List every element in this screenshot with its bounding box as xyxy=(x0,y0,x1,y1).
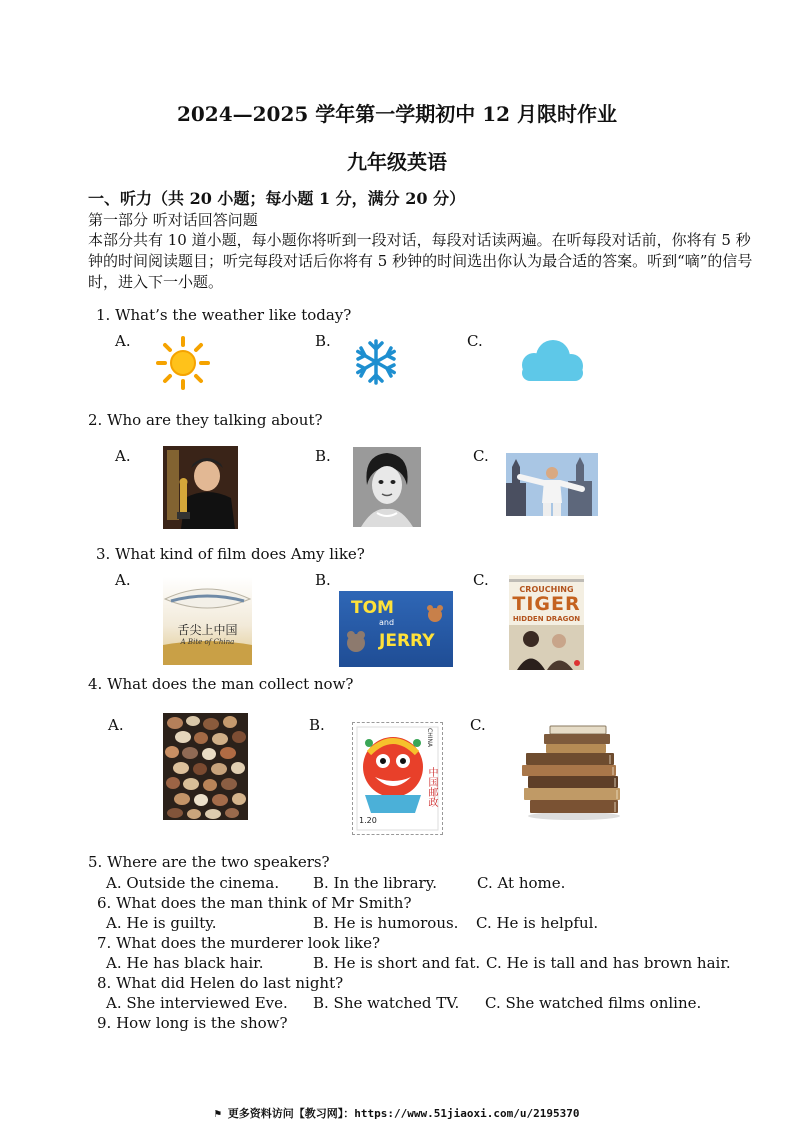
flag-icon: ⚑ xyxy=(214,1107,228,1120)
part-heading: 第一部分 听对话回答问题 xyxy=(88,211,258,229)
q1-option-b-label: B. xyxy=(315,332,331,350)
question-6-text: 6. What does the man think of Mr Smith? xyxy=(97,894,412,912)
photo-pebbles xyxy=(163,713,248,820)
poster-b-and: and xyxy=(379,618,395,627)
photo-martial-arts-man xyxy=(506,453,598,516)
page-title: 2024—2025 学年第一学期初中 12 月限时作业 xyxy=(176,102,618,126)
poster-c-line1: CROUCHING xyxy=(519,585,574,594)
question-8-text: 8. What did Helen do last night? xyxy=(97,974,344,992)
q5-option-b: B. In the library. xyxy=(313,874,437,892)
footer-text: 更多资料访问【教习网】：https://www.51jiaoxi.com/u/2195370 xyxy=(227,1107,580,1120)
photo-books xyxy=(516,724,626,820)
poster-a-bite-of-china xyxy=(163,577,252,665)
q3-option-b-label: B. xyxy=(315,571,331,589)
stamp-china-text: CHINA xyxy=(426,728,433,748)
q2-option-a-label: A. xyxy=(115,447,131,465)
instructions: 本部分共有 10 道小题，每小题你将听到一段对话，每段对话读两遍。在听每段对话前，你将有 5 秒钟的时间阅读题目；听完每段对话后你将有 5 秒钟的时间选出你认为最合适的答案。听到“嘀”的信号时，进入下一小题。 xyxy=(88,231,753,291)
question-5-text: 5. Where are the two speakers? xyxy=(88,853,330,871)
q1-option-a-label: A. xyxy=(115,332,131,350)
page-subtitle: 九年级英语 xyxy=(347,150,447,174)
q2-option-b-label: B. xyxy=(315,447,331,465)
q8-option-b: B. She watched TV. xyxy=(313,994,460,1012)
q8-option-c: C. She watched films online. xyxy=(485,994,702,1012)
photo-woman-bw xyxy=(353,447,421,527)
section-heading: 一、听力（共 20 小题；每小题 1 分，满分 20 分） xyxy=(88,189,466,208)
sun-icon xyxy=(155,336,211,390)
photo-stamp xyxy=(352,722,443,835)
poster-b-tom: TOM xyxy=(351,598,394,618)
q6-option-a: A. He is guilty. xyxy=(106,914,217,932)
q5-option-c: C. At home. xyxy=(477,874,566,892)
stamp-value-text: 1.20 xyxy=(359,816,377,825)
q5-option-a: A. Outside the cinema. xyxy=(106,874,280,892)
poster-b-jerry: JERRY xyxy=(379,631,435,651)
stamp-country-text: 中国邮政 xyxy=(426,767,437,807)
footer-link[interactable] xyxy=(0,1105,794,1121)
poster-c-line3: HIDDEN DRAGON xyxy=(512,615,581,623)
question-9-text: 9. How long is the show? xyxy=(97,1014,288,1032)
poster-crouching-tiger xyxy=(509,575,584,670)
poster-c-line2: TIGER xyxy=(512,593,581,615)
question-2-text: 2. Who are they talking about? xyxy=(88,411,323,429)
q7-option-c: C. He is tall and has brown hair. xyxy=(486,954,731,972)
q6-option-c: C. He is helpful. xyxy=(476,914,599,932)
question-7-text: 7. What does the murderer look like? xyxy=(97,934,381,952)
q8-option-a: A. She interviewed Eve. xyxy=(106,994,288,1012)
q3-option-c-label: C. xyxy=(473,571,489,589)
q6-option-b: B. He is humorous. xyxy=(313,914,459,932)
poster-a-en-title: A Bite of China xyxy=(180,638,235,646)
q1-option-c-label: C. xyxy=(467,332,483,350)
q7-option-b: B. He is short and fat. xyxy=(313,954,481,972)
q3-option-a-label: A. xyxy=(115,571,131,589)
question-4-text: 4. What does the man collect now? xyxy=(88,675,354,693)
snowflake-icon xyxy=(352,338,400,386)
q4-option-a-label: A. xyxy=(108,716,124,734)
poster-tom-and-jerry xyxy=(339,591,453,667)
q4-option-c-label: C. xyxy=(470,716,486,734)
q4-option-b-label: B. xyxy=(309,716,325,734)
poster-a-cn-title: 舌尖上中国 xyxy=(177,623,238,637)
photo-man-with-trophy xyxy=(163,446,238,529)
q2-option-c-label: C. xyxy=(473,447,489,465)
cloud-icon xyxy=(516,337,586,383)
question-3-text: 3. What kind of film does Amy like? xyxy=(96,545,365,563)
question-1-text: 1. What’s the weather like today? xyxy=(96,306,352,324)
q7-option-a: A. He has black hair. xyxy=(106,954,264,972)
